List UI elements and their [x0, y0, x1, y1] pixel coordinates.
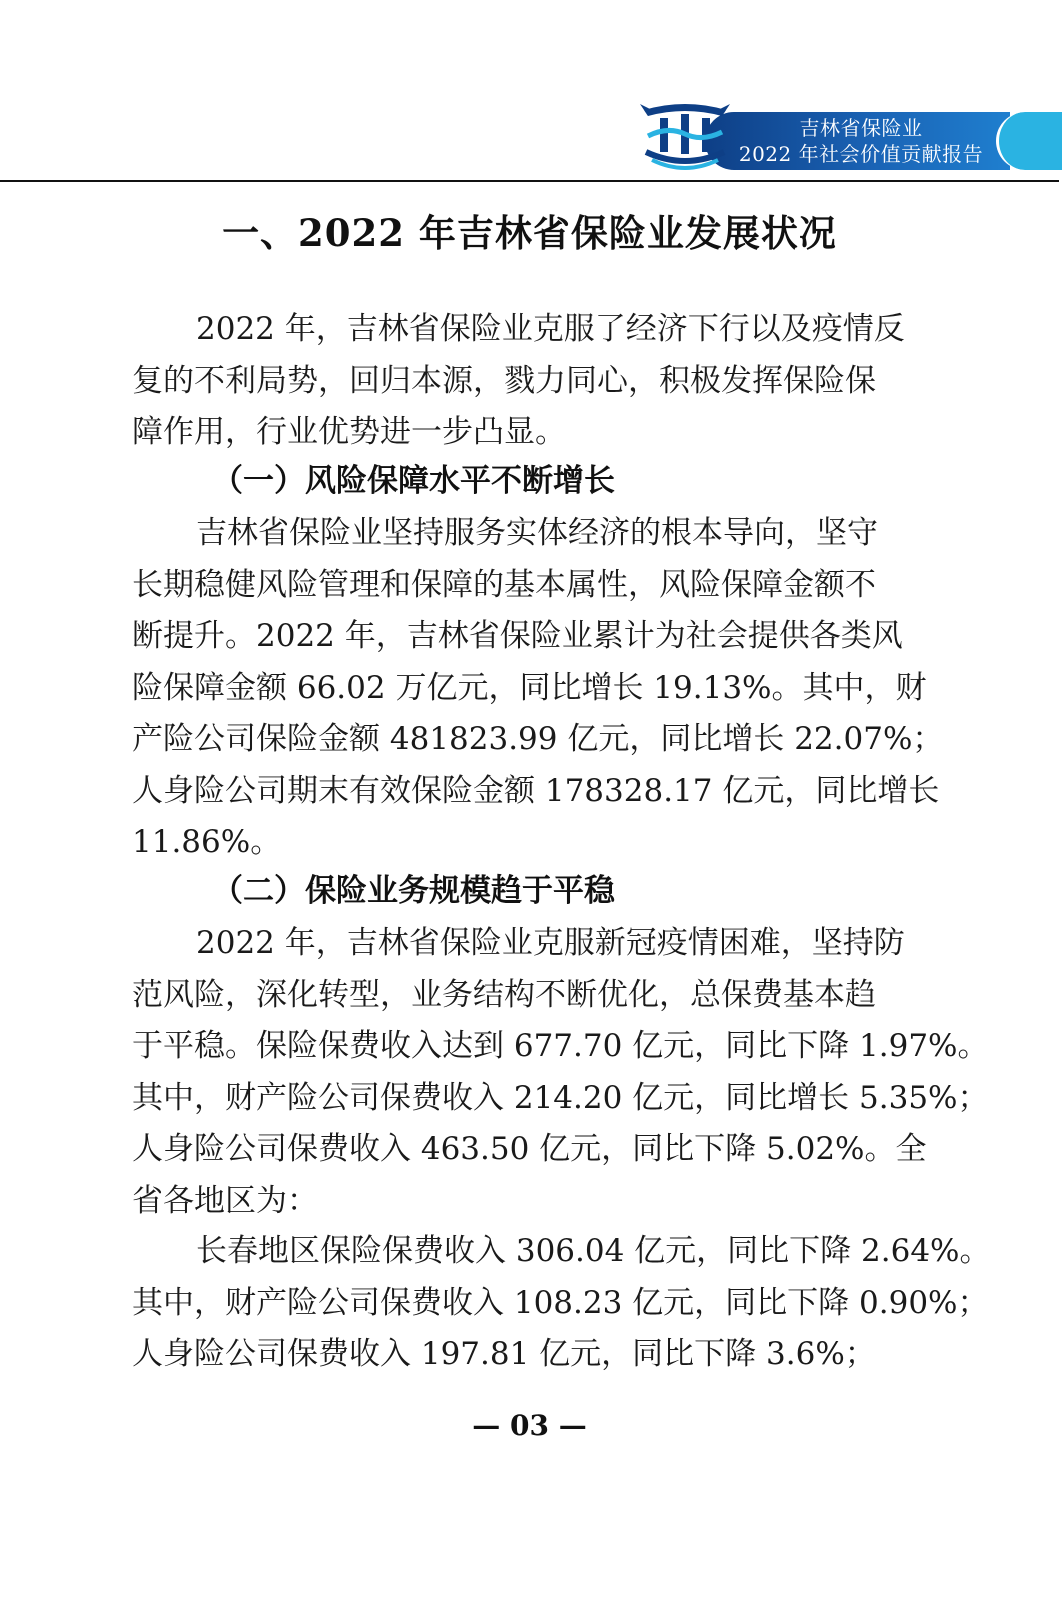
paragraph-line: 障作用，行业优势进一步凸显。 [132, 414, 566, 450]
paragraph-line: 长期稳健风险管理和保障的基本属性，风险保障金额不 [132, 566, 876, 603]
paragraph-line: 11.86%。 [132, 824, 282, 860]
association-logo-icon [638, 96, 732, 174]
paragraph-line: 险保障金额 66.02 万亿元，同比增长 19.13%。其中，财 [132, 669, 927, 706]
header-tab [996, 112, 1062, 170]
paragraph-line: 产险公司保险金额 481823.99 亿元，同比增长 22.07%； [132, 721, 944, 757]
paragraph-line: 其中，财产险公司保费收入 214.20 亿元，同比增长 5.35%； [132, 1079, 989, 1116]
report-title-line1: 吉林省保险业 [799, 116, 923, 140]
paragraph-line: 复的不利局势，回归本源，戮力同心，积极发挥保险保 [132, 362, 876, 399]
intro-paragraph [132, 304, 905, 459]
page-number: — 03 — [472, 1409, 587, 1442]
paragraph-line: 范风险，深化转型，业务结构不断优化，总保费基本趋 [132, 976, 876, 1013]
paragraph-line: 2022 年，吉林省保险业克服新冠疫情困难，坚持防 [196, 925, 905, 961]
changchun-paragraph [132, 1226, 991, 1381]
paragraph-line: 吉林省保险业坚持服务实体经济的根本导向，坚守 [196, 515, 878, 551]
section-heading-business-scale: （二）保险业务规模趋于平稳 [212, 873, 615, 909]
paragraph-line: 于平稳。保险保费收入达到 677.70 亿元，同比下降 1.97%。 [132, 1028, 989, 1064]
section2-paragraph [132, 918, 989, 1227]
section-heading-risk-protection: （一）风险保障水平不断增长 [212, 463, 615, 499]
paragraph-line: 2022 年，吉林省保险业克服了经济下行以及疫情反 [196, 311, 905, 347]
page-title: 一、2022 年吉林省保险业发展状况 [222, 211, 837, 255]
paragraph-line: 断提升。2022 年，吉林省保险业累计为社会提供各类风 [132, 618, 903, 654]
paragraph-line: 人身险公司期末有效保险金额 178328.17 亿元，同比增长 [132, 772, 940, 809]
header-divider [0, 180, 1059, 182]
section1-paragraph [132, 508, 944, 869]
paragraph-line: 其中，财产险公司保费收入 108.23 亿元，同比下降 0.90%； [132, 1284, 989, 1321]
paragraph-line: 人身险公司保费收入 197.81 亿元，同比下降 3.6%； [132, 1336, 876, 1372]
paragraph-line: 省各地区为： [132, 1182, 318, 1219]
paragraph-line: 人身险公司保费收入 463.50 亿元，同比下降 5.02%。全 [132, 1131, 927, 1167]
paragraph-line: 长春地区保险保费收入 306.04 亿元，同比下降 2.64%。 [196, 1233, 991, 1269]
report-title-line2: 2022 年社会价值贡献报告 [738, 142, 984, 166]
